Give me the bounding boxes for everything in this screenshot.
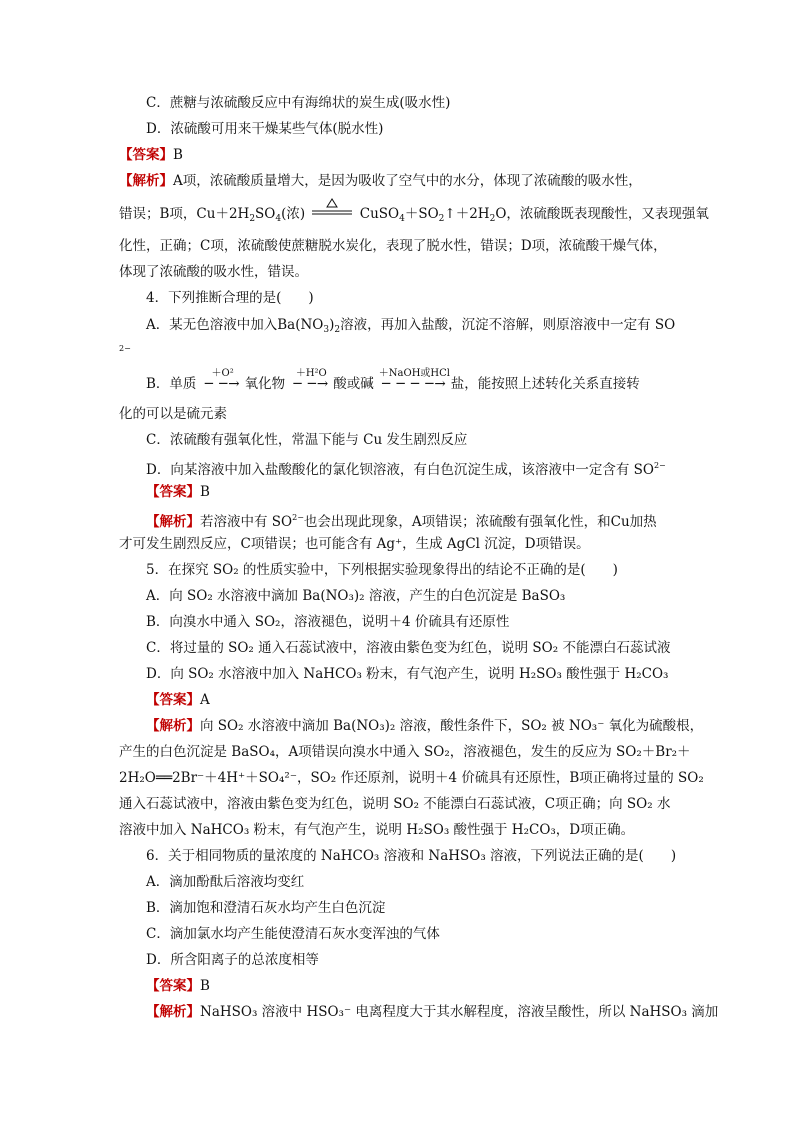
question-5: 5．在探究 SO₂ 的性质实验中，下列根据实验现象得出的结论不正确的是( ) [146,562,618,578]
text: A．某无色溶液中加入Ba(NO [146,317,324,333]
heating-arrow-icon [309,204,355,220]
answer-5 [146,691,210,709]
answer-4 [146,483,210,501]
text: ) [329,317,335,333]
q4-option-b [146,368,640,393]
text: 溶液，再加入盐酸，沉淀不溶解，则原溶液中一定有 SO [340,317,676,333]
question-6: 6．关于相同物质的量浓度的 NaHCO₃ 溶液和 NaHSO₃ 溶液，下列说法正确的是( ) [146,848,677,864]
arrow-naoh-hcl: ＋NaOH或HCl ─ ─ ─ ─→ [378,375,451,393]
q5-option-c: C．将过量的 SO₂ 通入石蕊试液中，溶液由紫色变为红色，说明 SO₂ 不能漂白石蕊试液 [146,640,671,656]
explanation-3-line-4: 体现了浓硫酸的吸水性，错误。 [119,264,308,280]
arrow-h2o: ＋H²O ─ ─→ [289,375,333,393]
option-d-prev: D．浓硫酸可用来干燥某些气体(脱水性) [146,121,384,137]
subscript: 2 [489,214,496,224]
answer-6 [146,977,210,995]
q4-option-d [146,457,666,479]
answer-value: A [200,692,210,708]
explanation-text: A项，浓硫酸质量增大，是因为吸收了空气中的水分，体现了浓硫酸的吸水性， [173,173,642,189]
text: ＋SO [404,206,439,222]
text: (浓) [281,206,306,222]
explanation-3-line-1 [119,172,642,190]
answer-tag: 【答案】 [146,484,200,500]
question-4: 4．下列推断合理的是( ) [146,290,314,306]
text: B．单质 [146,376,197,392]
text: 酸或碱 [333,376,374,392]
text: SO [255,206,276,222]
text: 错误；B项，Cu＋2H [119,206,250,222]
answer-tag: 【答案】 [146,978,200,994]
arrow-label: ＋O² [211,368,234,379]
answer-value: B [173,147,183,163]
subscript: 4 [399,214,405,224]
answer-tag: 【答案】 [146,692,200,708]
q6-option-c: C．滴加氯水均产生能使澄清石灰水变浑浊的气体 [146,926,440,942]
explanation-5-line-2: 产生的白色沉淀是 BaSO₄，A项错误向溴水中通入 SO₂，溶液褪色，发生的反应为 SO₂＋Br₂＋ [119,744,691,760]
explanation-5-line-5: 溶液中加入 NaHCO₃ 粉末，有气泡产生，说明 H₂SO₃ 酸性强于 H₂CO₃，D项正确。 [119,822,635,838]
arrow-label: ＋H²O [295,368,327,379]
text: 也会出现此现象，A项错误；浓硫酸有强氧化性，和Cu加热 [303,514,657,530]
q6-option-a: A．滴加酚酞后溶液均变红 [146,874,305,890]
arrow-o2: ＋O² ─ ─→ [201,375,245,393]
explanation-3-line-3: 化性，正确；C项，浓硫酸使蔗糖脱水炭化，表现了脱水性，错误；D项，浓硫酸干燥气体， [119,238,667,254]
q5-option-d: D．向 SO₂ 水溶液中加入 NaHCO₃ 粉末，有气泡产生，说明 H₂SO₃ 酸性强于 H₂CO₃ [146,666,669,682]
answer-tag: 【答案】 [119,147,173,163]
explanation-5-line-1 [146,717,703,735]
explanation-tag: 【解析】 [146,1004,200,1020]
explanation-4-line-2: 才可发生剧烈反应，C项错误；也可能含有 Ag⁺，生成 AgCl 沉淀，D项错误。 [119,536,590,552]
q4-option-a-charge: 2− [119,344,131,353]
q4-option-c: C．浓硫酸有强氧化性，常温下能与 Cu 发生剧烈反应 [146,432,468,448]
explanation-tag: 【解析】 [119,173,173,189]
text: 氧化物 [244,376,286,392]
q6-option-d: D．所含阳离子的总浓度相等 [146,952,319,968]
text: 若溶液中有 SO [200,514,293,530]
explanation-4-line-1 [146,509,657,531]
q6-option-b: B．滴加饱和澄清石灰水均产生白色沉淀 [146,900,386,916]
explanation-3-line-2 [119,204,709,228]
explanation-6-line-1 [146,1003,718,1021]
text: NaHSO₃ 溶液中 HSO₃⁻ 电离程度大于其水解程度，溶液呈酸性，所以 NaHSO₃ 滴加 [200,1004,719,1020]
explanation-5-line-4: 通入石蕊试液中，溶液由紫色变为红色，说明 SO₂ 不能漂白石蕊试液，C项正确；向 SO₂ 水 [119,796,671,812]
explanation-tag: 【解析】 [146,718,200,734]
text: O，浓硫酸既表现酸性，又表现强氧 [495,206,709,222]
subscript: 3 [323,325,330,335]
subscript: 2 [249,214,256,224]
answer-value: B [200,484,210,500]
text: ↑＋2H [444,206,490,222]
text: CuSO [359,206,400,222]
q5-option-a: A．向 SO₂ 水溶液中滴加 Ba(NO₃)₂ 溶液，产生的白色沉淀是 BaSO₃ [146,588,566,604]
subscript: 2 [438,214,445,224]
subscript: 2 [334,325,341,335]
option-c-prev: C．蔗糖与浓硫酸反应中有海绵状的炭生成(吸水性) [146,95,451,111]
text: D．向某溶液中加入盐酸酸化的氯化钡溶液，有白色沉淀生成，该溶液中一定含有 SO [146,462,654,478]
q4-option-b-line-2: 化的可以是硫元素 [119,406,227,422]
answer-3 [119,146,183,164]
arrow-label: ＋NaOH或HCl [378,368,450,379]
explanation-5-line-3: 2H₂O══2Br⁻＋4H⁺＋SO₄²⁻，SO₂ 作还原剂，说明＋4 价硫具有还原性，B项正确将过量的 SO₂ [119,770,704,786]
text: 盐，能按照上述转化关系直接转 [450,376,640,392]
answer-value: B [200,978,210,994]
superscript: 2− [653,461,666,470]
explanation-tag: 【解析】 [146,514,200,530]
text: 向 SO₂ 水溶液中滴加 Ba(NO₃)₂ 溶液，酸性条件下，SO₂ 被 NO₃⁻ 氧化为硫酸根， [200,718,704,734]
superscript: 2− [292,513,304,522]
subscript: 4 [275,214,282,224]
q5-option-b: B．向溴水中通入 SO₂，溶液褪色，说明＋4 价硫具有还原性 [146,614,510,630]
q4-option-a [146,316,675,339]
